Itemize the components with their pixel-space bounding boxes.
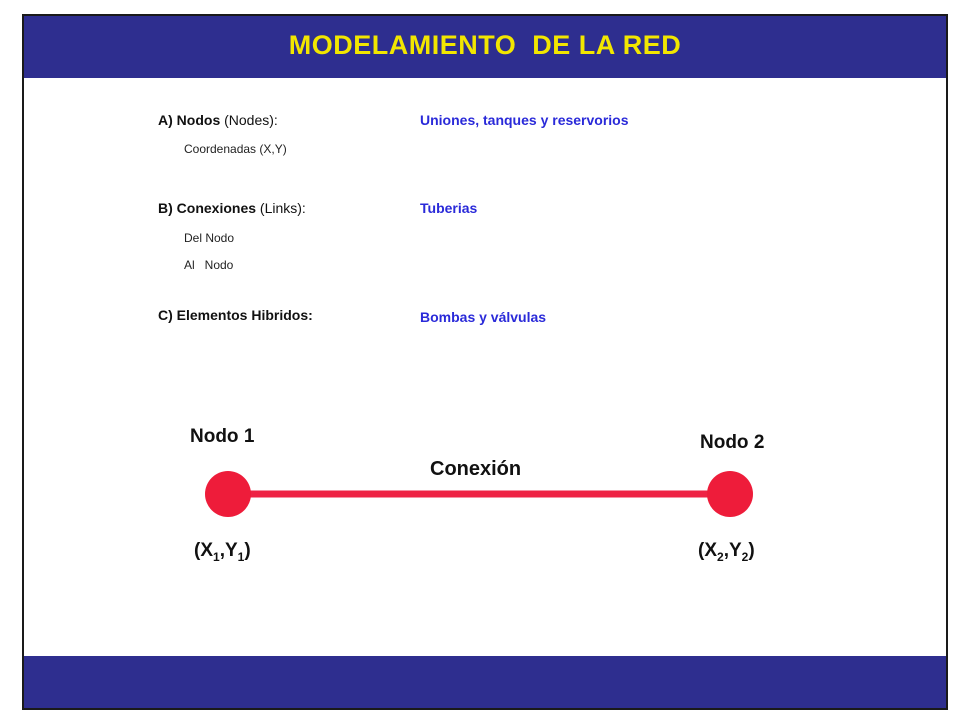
section-b-heading: B) Conexiones (Links): bbox=[158, 200, 306, 216]
section-c-description: Bombas y válvulas bbox=[420, 309, 547, 325]
network-diagram bbox=[24, 16, 946, 708]
section-a-heading: A) Nodos (Nodes): bbox=[158, 112, 278, 128]
node-2-circle bbox=[707, 471, 753, 517]
slide bbox=[22, 14, 948, 710]
section-b-detail-2: Al Nodo bbox=[184, 258, 234, 272]
link-label: Conexión bbox=[430, 458, 522, 480]
node-2-coordinates: $(X_2,Y_2)$ bbox=[698, 540, 755, 564]
section-b-description: Tuberias bbox=[420, 200, 478, 216]
section-c-heading: C) Elementos Hibridos: bbox=[158, 307, 313, 323]
node-1-circle bbox=[205, 471, 251, 517]
node-2-label: Nodo 2 bbox=[700, 432, 765, 453]
node-1-label: Nodo 1 bbox=[190, 426, 255, 447]
footer-bar bbox=[24, 656, 946, 708]
section-a-detail-1: Coordenadas (X,Y) bbox=[184, 142, 287, 156]
section-a-description: Uniones, tanques y reservorios bbox=[420, 112, 629, 128]
slide-title: MODELAMIENTO DE LA RED bbox=[288, 30, 682, 60]
node-1-coordinates: $(X_1,Y_1)$ bbox=[194, 540, 251, 564]
section-b-detail-1: Del Nodo bbox=[184, 231, 235, 245]
